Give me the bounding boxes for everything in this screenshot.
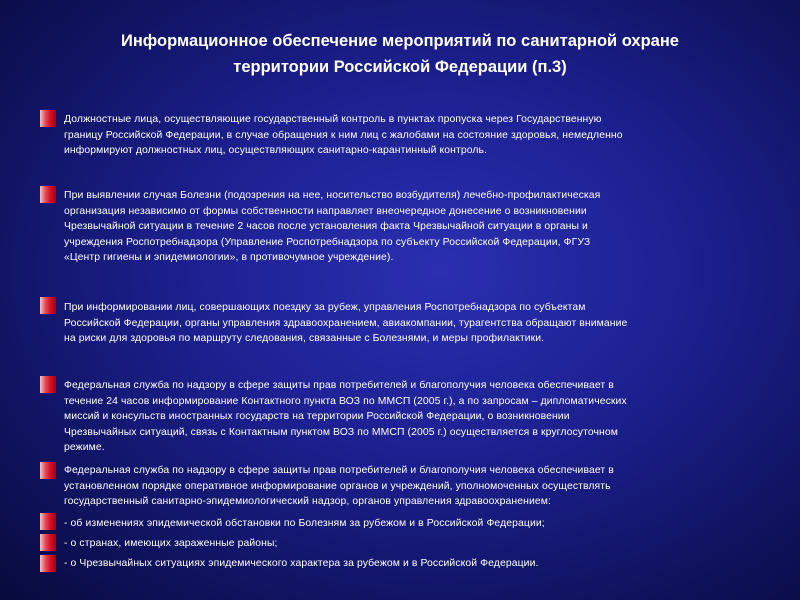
paragraph-line: Должностные лица, осуществляющие государственный контроль в пунктах пропуска через Государственную — [64, 114, 602, 125]
paragraph-disease-detection — [64, 188, 776, 266]
paragraph-line: Чрезвычайной ситуации в течение 2 часов после установления факта Чрезвычайной ситуации в органы и — [64, 221, 588, 233]
paragraph-line: на риски для здоровья по маршруту следования, связанные с Болезнями, и меры профилактики. — [64, 333, 545, 345]
subitem-infected-countries — [64, 536, 776, 552]
paragraph-line: При информировании лиц, совершающих поездку за рубеж, управления Роспотребнадзора по субъектам — [64, 302, 586, 313]
subitem-emergencies — [64, 556, 776, 572]
bullet-marker-5 — [40, 462, 56, 479]
paragraph-line: учреждения Роспотребнадзора (Управление Роспотребнадзора по субъекту Российской Федерации, ФГУЗ — [64, 236, 591, 248]
paragraph-border-control — [64, 112, 776, 159]
paragraph-line: течение 24 часов информирование Контактного пункта ВОЗ по ММСП (2005 г.), а по запросам – дипломатических — [64, 395, 627, 407]
bullet-marker-4 — [40, 376, 56, 393]
paragraph-who-contact — [64, 378, 776, 456]
paragraph-line: При выявлении случая Болезни (подозрения на нее, носительство возбудителя) лечебно-профилактическая — [64, 190, 601, 201]
bullet-marker-1 — [40, 110, 56, 127]
paragraph-line: организация независимо от формы собственности направляет внеочередное донесение о возникновении — [64, 205, 587, 217]
paragraph-line: режиме. — [64, 442, 105, 454]
paragraph-line: информируют должностных лиц, осуществляющих санитарно-карантинный контроль. — [64, 145, 488, 157]
paragraph-line: «Центр гигиены и эпидемиологии», в противочумное учреждение). — [64, 252, 394, 264]
bullet-marker-2 — [40, 186, 56, 203]
paragraph-line: границу Российской Федерации, в случае обращения к ним лиц с жалобами на состояние здоровья, немедленно — [64, 129, 623, 141]
paragraph-line: Чрезвычайных ситуаций, связь с Контактным пунктом ВОЗ по ММСП (2005 г.) осуществляется в круглосуточном — [64, 426, 618, 438]
paragraph-line: государственный санитарно-эпидемиологический надзор, органов управления здравоохранением: — [64, 496, 551, 508]
slide-title — [40, 28, 760, 80]
title-line-2: территории Российской Федерации (п.3) — [233, 58, 567, 76]
paragraph-line: Российской Федерации, органы управления здравоохранением, авиакомпании, турагентства обращают внимание — [64, 317, 628, 329]
paragraph-operational-info — [64, 463, 776, 510]
bullet-marker-8 — [40, 555, 56, 572]
paragraph-line: установленном порядке оперативное информирование органов и учреждений, уполномоченных осуществлять — [64, 480, 611, 492]
paragraph-line: Федеральная служба по надзору в сфере защиты прав потребителей и благополучия человека обеспечивает в — [64, 465, 614, 476]
title-line-1: Информационное обеспечение мероприятий по санитарной охране — [120, 32, 679, 50]
bullet-marker-6 — [40, 513, 56, 530]
paragraph-line: - об изменениях эпидемической обстановки по Болезням за рубежом и в Российской Федерации; — [64, 518, 545, 529]
paragraph-travel-info — [64, 300, 776, 347]
paragraph-line: Федеральная служба по надзору в сфере защиты прав потребителей и благополучия человека обеспечивает в — [64, 380, 614, 391]
subitem-epidemic-changes — [64, 516, 776, 532]
paragraph-line: - о Чрезвычайных ситуациях эпидемического характера за рубежом и в Российской Федерации. — [64, 558, 539, 569]
paragraph-line: - о странах, имеющих зараженные районы; — [64, 538, 278, 549]
bullet-marker-3 — [40, 297, 56, 314]
bullet-marker-7 — [40, 534, 56, 551]
paragraph-line: миссий и консульств иностранных государств на территории Российской Федерации, о возникновении — [64, 411, 570, 423]
